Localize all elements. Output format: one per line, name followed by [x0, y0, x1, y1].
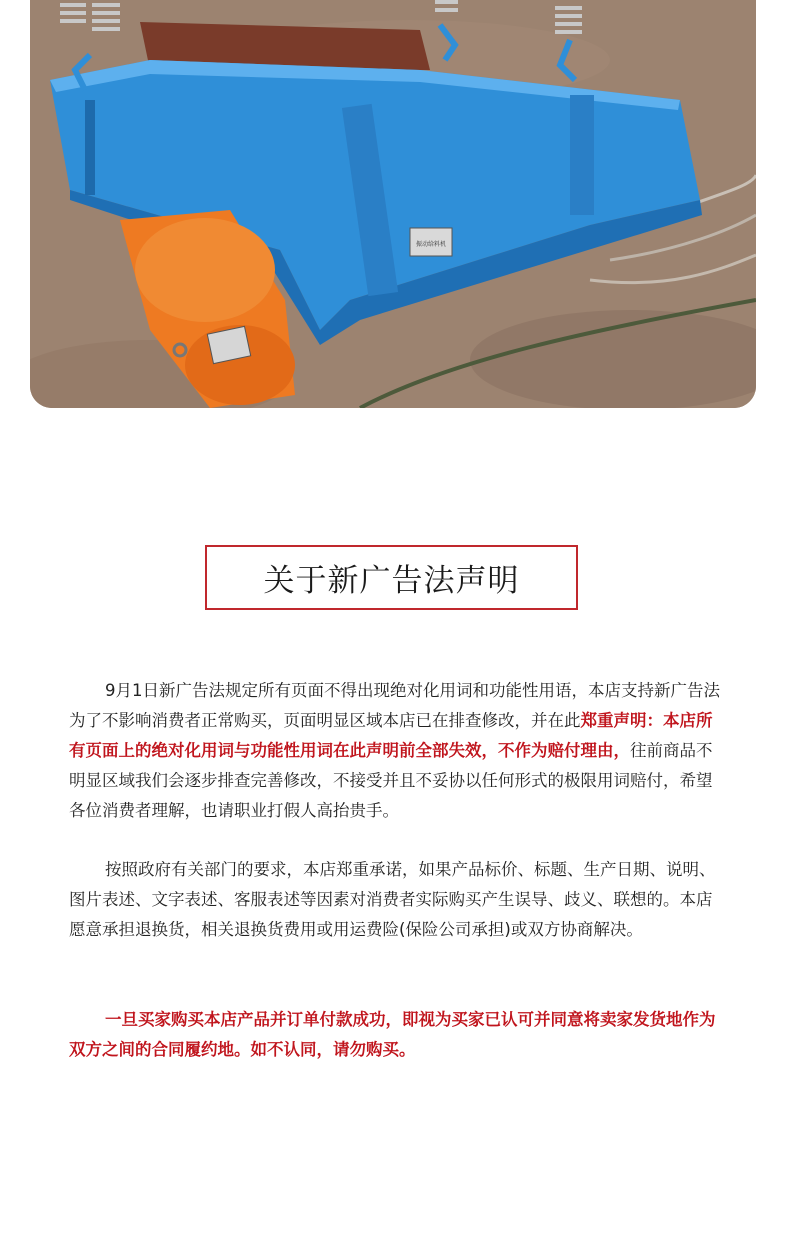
paragraph2-text: 按照政府有关部门的要求，本店郑重承诺，如果产品标价、标题、生产日期、说明、图片表述、文字表述、客服表述等因素对消费者实际购买产生误导、歧义、联想的。本店愿意承担退换货，相关退换货费用或用运费险(保险公司承担)或双方协商解决。 — [69, 860, 716, 939]
vibrating-feeder-illustration — [30, 0, 756, 408]
section-title-box — [205, 545, 578, 610]
product-photo — [30, 0, 756, 408]
statement-paragraph-1 — [69, 676, 721, 826]
statement-paragraph-3 — [69, 1005, 721, 1065]
paragraph3-red-text: 一旦买家购买本店产品并订单付款成功，即视为买家已认可并同意将卖家发货地作为双方之间的合同履约地。如不认同，请勿购买。 — [69, 1010, 716, 1059]
paragraph1-text-a: 9月1日新广告法规定所有页面不得出现绝对化用词和功能性用语，本店支持新广告法为了不影响消费者正常购买，页面明显区域本店已在排查修改，并在此 — [69, 681, 720, 730]
statement-paragraph-2 — [69, 855, 721, 945]
paragraph1-red-text: 郑重声明：本店所有页面上的绝对化用词与功能性用词在此声明前全部失效，不作为赔付理由， — [69, 711, 713, 760]
nameplate-text: 振动给料机 — [415, 241, 447, 248]
paragraph1-text-b: 往前商品不明显区域我们会逐步排查完善修改，不接受并且不妥协以任何形式的极限用词赔付，希望各位消费者理解，也请职业打假人高抬贵手。 — [69, 741, 713, 820]
section-title: 关于新广告法声明 — [263, 563, 520, 599]
